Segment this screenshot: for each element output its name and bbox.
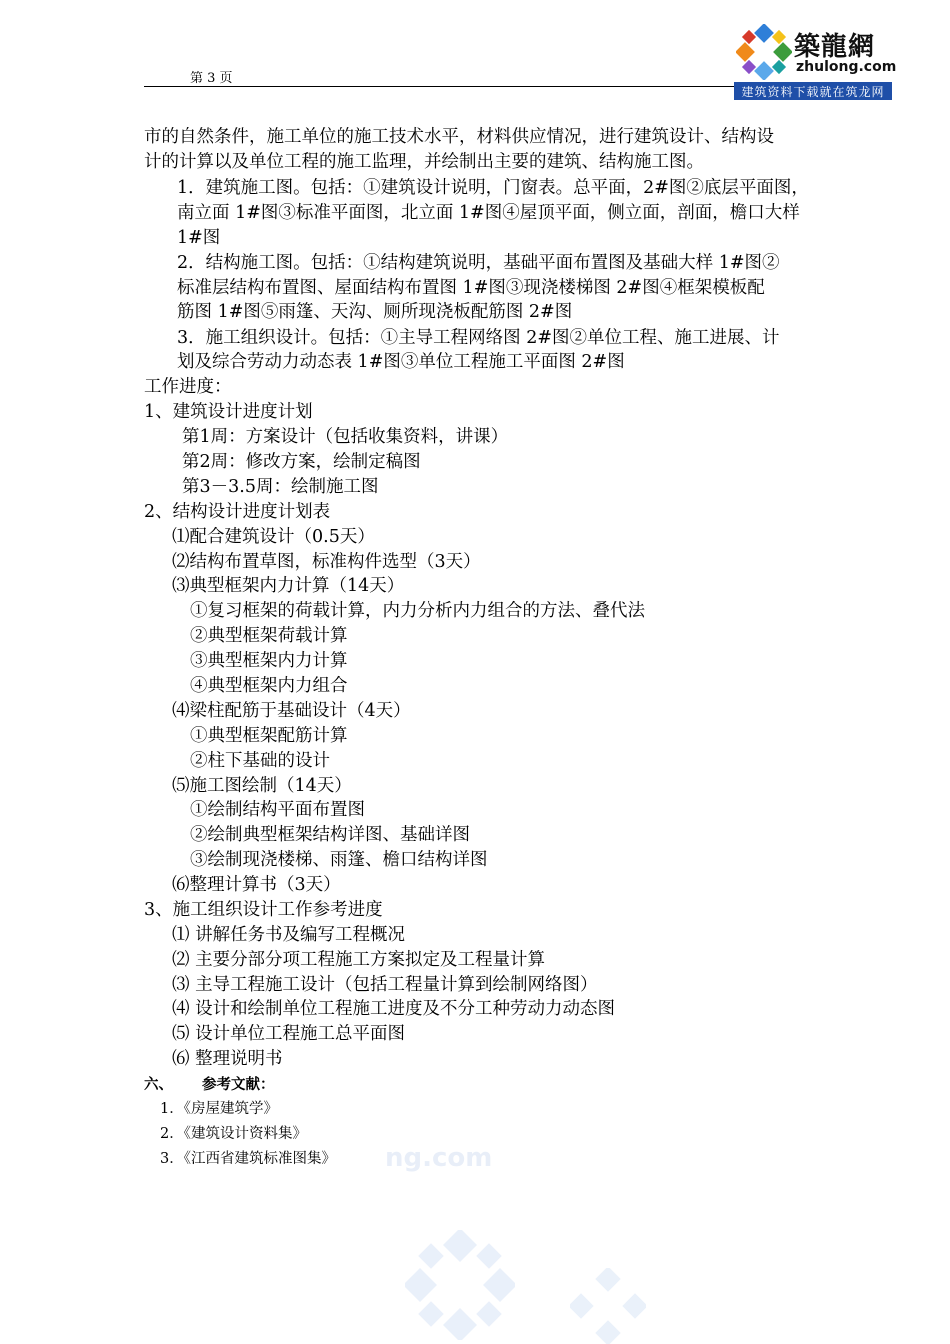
schedule-item: ⑹整理计算书（3天） xyxy=(172,875,341,895)
schedule-item: ⑷梁柱配筋于基础设计（4天） xyxy=(172,701,411,721)
paragraph-line: 计的计算以及单位工程的施工监理，并绘制出主要的建筑、结构施工图。 xyxy=(144,152,704,172)
references-heading-number: 六、 xyxy=(144,1076,173,1093)
schedule-subitem: ②典型框架荷载计算 xyxy=(190,626,348,646)
zhulong-logo xyxy=(734,22,897,100)
schedule-subitem: ①绘制结构平面布置图 xyxy=(190,800,365,820)
schedule-subitem: ③典型框架内力计算 xyxy=(190,651,348,671)
logo-site: zhulong.com xyxy=(796,59,897,75)
schedule-item: ⑵ 主要分部分项工程施工方案拟定及工程量计算 xyxy=(172,950,546,970)
watermark-text: ng.com xyxy=(385,1143,493,1173)
paragraph-line: 市的自然条件，施工单位的施工技术水平，材料供应情况，进行建筑设计、结构设 xyxy=(144,127,774,147)
schedule-item: ⑹ 整理说明书 xyxy=(172,1049,283,1069)
schedule-item: ⑶ 主导工程施工设计（包括工程量计算到绘制网络图） xyxy=(172,975,598,995)
schedule-item: ⑸施工图绘制（14天） xyxy=(172,776,352,796)
list-item: 划及综合劳动力动态表 1#图③单位工程施工平面图 2#图 xyxy=(177,352,625,372)
header-rule xyxy=(144,86,736,87)
schedule-item: ⑷ 设计和绘制单位工程施工进度及不分工种劳动力动态图 xyxy=(172,999,616,1019)
schedule-item: ⑴ 讲解任务书及编写工程概况 xyxy=(172,925,406,945)
snowflake-logo-icon xyxy=(736,24,792,80)
schedule-item: 第2周：修改方案，绘制定稿图 xyxy=(182,452,421,472)
schedule-item: 第1周：方案设计（包括收集资料，讲课） xyxy=(182,427,509,447)
logo-banner xyxy=(734,82,892,100)
reference-item: 1．《房屋建筑学》 xyxy=(160,1101,278,1117)
watermark-snowflake-icon xyxy=(405,1230,515,1340)
list-item: 1#图 xyxy=(177,228,221,248)
watermark-snowflake-icon xyxy=(570,1268,646,1344)
list-item: 3．施工组织设计。包括：①主导工程网络图 2#图②单位工程、施工进展、计 xyxy=(177,328,780,348)
schedule-subitem: ④典型框架内力组合 xyxy=(190,676,348,696)
reference-item: 2．《建筑设计资料集》 xyxy=(160,1126,307,1142)
schedule-subitem: ①复习框架的荷载计算，内力分析内力组合的方法、叠代法 xyxy=(190,601,645,621)
section-heading: 3、施工组织设计工作参考进度 xyxy=(144,900,383,920)
schedule-item: ⑴配合建筑设计（0.5天） xyxy=(172,527,375,547)
page-number: 第 3 页 xyxy=(190,71,233,86)
list-item: 1．建筑施工图。包括：①建筑设计说明，门窗表。总平面，2#图②底层平面图， xyxy=(177,178,809,198)
reference-item: 3．《江西省建筑标准图集》 xyxy=(160,1151,336,1167)
schedule-subitem: ③绘制现浇楼梯、雨篷、檐口结构详图 xyxy=(190,850,488,870)
section-heading: 2、结构设计进度计划表 xyxy=(144,502,331,522)
list-item: 南立面 1#图③标准平面图，北立面 1#图④屋顶平面，侧立面，剖面，檐口大样 xyxy=(177,203,800,223)
section-heading: 1、建筑设计进度计划 xyxy=(144,402,313,422)
schedule-subitem: ①典型框架配筋计算 xyxy=(190,726,348,746)
schedule-subitem: ②绘制典型框架结构详图、基础详图 xyxy=(190,825,470,845)
list-item: 筋图 1#图⑤雨篷、天沟、厕所现浇板配筋图 2#图 xyxy=(177,302,573,322)
section-heading: 工作进度： xyxy=(144,377,232,397)
references-heading: 参考文献： xyxy=(202,1076,275,1093)
schedule-item: ⑸ 设计单位工程施工总平面图 xyxy=(172,1024,406,1044)
schedule-item: ⑵结构布置草图，标准构件选型（3天） xyxy=(172,552,481,572)
schedule-item: ⑶典型框架内力计算（14天） xyxy=(172,576,405,596)
logo-name: 築龍網 xyxy=(794,32,876,62)
logo-tagline: 建筑资料下载就在筑龙网 xyxy=(741,85,885,99)
schedule-item: 第3－3.5周：绘制施工图 xyxy=(182,477,379,497)
schedule-subitem: ②柱下基础的设计 xyxy=(190,751,330,771)
list-item: 2．结构施工图。包括：①结构建筑说明，基础平面布置图及基础大样 1#图② xyxy=(177,253,780,273)
list-item: 标准层结构布置图、屋面结构布置图 1#图③现浇楼梯图 2#图④框架模板配 xyxy=(177,278,765,298)
